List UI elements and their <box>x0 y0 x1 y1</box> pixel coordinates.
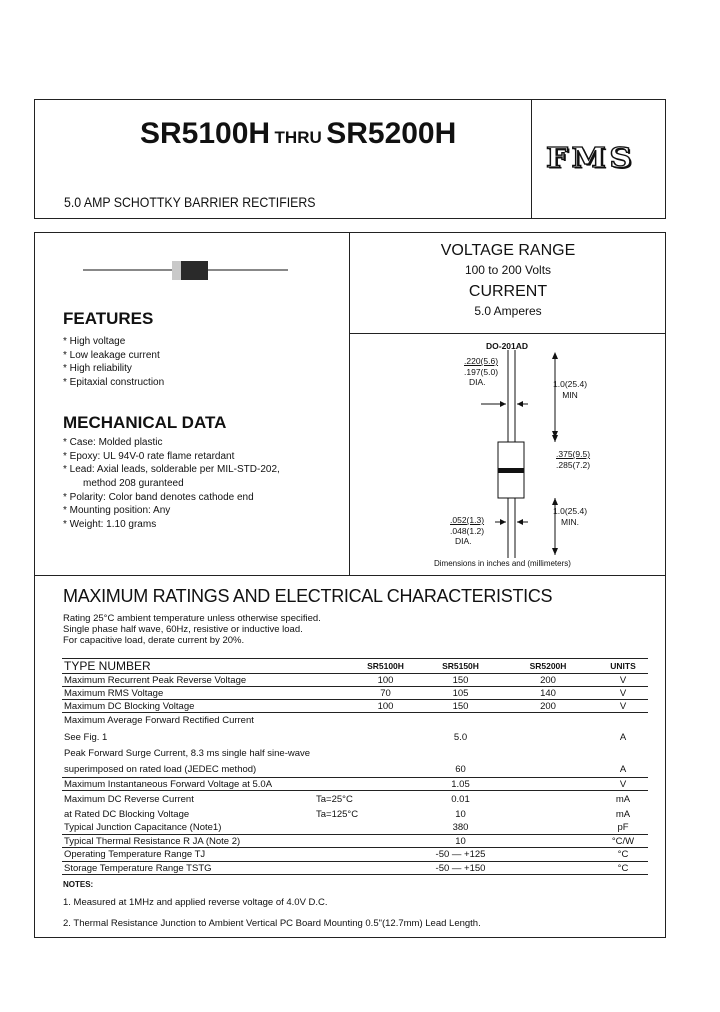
table-row <box>62 778 648 791</box>
ir-condition: Ta=25°C <box>316 793 353 805</box>
col-sr5150h: SR5150H <box>423 659 498 674</box>
dia1-label <box>464 356 498 388</box>
row-value: 105 <box>423 687 498 700</box>
feature-item: * High reliability <box>63 363 132 375</box>
mechanical-item: * Epoxy: UL 94V-0 rate flame retardant <box>63 450 235 462</box>
ir-condition: Ta=125°C <box>316 809 359 820</box>
note-2: 2. Thermal Resistance Junction to Ambient Vertical PC Board Mounting 0.5"(12.7mm) Lead Length. <box>63 918 481 929</box>
feature-item: * High voltage <box>63 336 126 347</box>
dia1-max: .220(5.6) <box>464 356 499 366</box>
row-label: Maximum DC Blocking Voltage <box>62 700 348 713</box>
subtitle: 5.0 AMP SCHOTTKY BARRIER RECTIFIERS <box>64 194 316 210</box>
voltage-range-title: VOLTAGE RANGE <box>440 242 576 259</box>
ir-label: at Rated DC Blocking Voltage <box>64 809 190 820</box>
row-unit: V <box>598 687 648 700</box>
features-list <box>63 336 164 391</box>
lead1-label <box>553 379 587 400</box>
lead2-label <box>553 506 587 527</box>
table-row <box>62 822 648 835</box>
row-label: Maximum RMS Voltage <box>62 687 348 700</box>
lead2-min: MIN. <box>561 516 579 527</box>
intro-line: Rating 25°C ambient temperature unless otherwise specified. <box>63 613 321 624</box>
thru-label: THRU <box>274 128 322 147</box>
row-label: Maximum Average Forward Rectified Current <box>64 715 254 727</box>
dia2-max: .052(1.3) <box>450 515 485 525</box>
spec-divider <box>349 333 666 334</box>
feature-item: * Epitaxial construction <box>63 377 165 389</box>
table-row <box>62 808 648 822</box>
row-value: 380 <box>423 822 498 835</box>
row-label: Typical Junction Capacitance (Note1) <box>62 822 348 835</box>
row-label: Peak Forward Surge Current, 8.3 ms single half sine-wave <box>64 748 311 759</box>
table-row <box>62 835 648 848</box>
features-title: FEATURES <box>63 309 154 328</box>
intro-line: Single phase half wave, 60Hz, resistive or inductive load. <box>63 624 303 635</box>
mechanical-list <box>63 437 280 533</box>
table-row <box>62 713 648 729</box>
row-unit: V <box>598 700 648 713</box>
row-label: superimposed on rated load (JEDEC method) <box>62 762 348 778</box>
note-1: 1. Measured at 1MHz and applied reverse voltage of 4.0V D.C. <box>63 897 328 908</box>
row-value: 140 <box>498 687 598 700</box>
mechanical-item: * Polarity: Color band denotes cathode end <box>63 491 254 503</box>
mechanical-item: * Weight: 1.10 grams <box>63 519 157 531</box>
part-from: SR5100H <box>140 117 271 150</box>
lead1-min: MIN <box>562 389 578 400</box>
body-max: .375(9.5) <box>556 449 591 459</box>
logo-box <box>531 99 532 219</box>
table-row <box>62 862 648 875</box>
row-value: 70 <box>348 687 423 700</box>
row-unit: V <box>598 674 648 687</box>
current-title: CURRENT <box>468 283 548 300</box>
row-unit: °C <box>598 848 648 862</box>
mechanical-item: * Mounting position: Any <box>63 505 171 517</box>
row-value: 10 <box>455 809 466 820</box>
brand-logo: FMS <box>546 143 636 174</box>
row-value: 60 <box>423 762 498 778</box>
dimension-note: Dimensions in inches and (millimeters) <box>434 559 571 568</box>
row-value: 5.0 <box>453 731 468 743</box>
row-value: 1.05 <box>423 778 498 791</box>
intro-line: For capacitive load, derate current by 20%. <box>63 635 245 646</box>
row-value: 200 <box>498 674 598 687</box>
package-name: DO-201AD <box>486 341 529 351</box>
row-value: 100 <box>348 674 423 687</box>
feature-item: * Low leakage current <box>63 349 160 361</box>
mechanical-title: MECHANICAL DATA <box>63 413 227 432</box>
dia1-min: .197(5.0) <box>464 366 499 377</box>
row-value: 200 <box>498 700 598 713</box>
row-label: Maximum Recurrent Peak Reverse Voltage <box>62 674 348 687</box>
table-row <box>62 700 648 713</box>
row-value: 150 <box>423 674 498 687</box>
row-unit: A <box>598 762 648 778</box>
row-unit: pF <box>598 822 648 835</box>
package-drawing <box>350 350 666 565</box>
part-to: SR5200H <box>326 117 457 150</box>
row-value: -50 — +150 <box>423 862 498 875</box>
ratings-title: MAXIMUM RATINGS AND ELECTRICAL CHARACTERISTICS <box>63 586 553 606</box>
row-unit: mA <box>615 793 631 805</box>
row-value: 100 <box>348 700 423 713</box>
row-unit: °C <box>598 862 648 875</box>
dia2-min: .048(1.2) <box>450 525 485 536</box>
mechanical-item: method 208 guranteed <box>83 478 184 490</box>
row-value: 10 <box>423 835 498 848</box>
notes-title: NOTES: <box>63 880 94 889</box>
table-row <box>62 674 648 687</box>
row-unit: V <box>598 778 648 791</box>
row-label <box>62 808 359 822</box>
col-type-number: TYPE NUMBER <box>62 659 348 674</box>
table-row <box>62 848 648 862</box>
ratings-table <box>62 659 648 875</box>
table-row <box>62 687 648 700</box>
dia1-unit: DIA. <box>469 377 486 387</box>
page-title <box>140 117 456 151</box>
lead2-value: 1.0(25.4) <box>553 506 588 516</box>
table-row <box>62 746 648 762</box>
row-label: Operating Temperature Range TJ <box>62 848 348 862</box>
dia2-unit: DIA. <box>455 536 472 546</box>
col-units: UNITS <box>598 659 648 674</box>
row-unit: mA <box>615 809 631 820</box>
table-row <box>62 729 648 746</box>
ratings-intro <box>63 613 321 646</box>
ir-label: Maximum DC Reverse Current <box>64 793 194 805</box>
lead1-value: 1.0(25.4) <box>553 379 588 389</box>
row-unit: A <box>619 731 627 743</box>
body-label <box>556 449 590 470</box>
row-label <box>62 791 353 808</box>
row-label: See Fig. 1 <box>64 731 108 743</box>
table-row <box>62 791 648 808</box>
dia2-label <box>450 515 484 547</box>
mechanical-item: * Lead: Axial leads, solderable per MIL-STD-202, <box>63 464 280 476</box>
body-min: .285(7.2) <box>556 459 591 470</box>
row-value: 0.01 <box>451 793 470 805</box>
table-header <box>62 659 648 674</box>
mechanical-item: * Case: Molded plastic <box>63 437 163 448</box>
row-unit: °C/W <box>598 835 648 848</box>
col-sr5200h: SR5200H <box>498 659 598 674</box>
row-value: -50 — +125 <box>423 848 498 862</box>
row-label: Maximum Instantaneous Forward Voltage at 5.0A <box>62 778 348 791</box>
voltage-range-value: 100 to 200 Volts <box>464 263 552 277</box>
row-value: 150 <box>423 700 498 713</box>
current-value: 5.0 Amperes <box>474 304 542 318</box>
row-label: Storage Temperature Range TSTG <box>62 862 348 875</box>
col-sr5100h: SR5100H <box>348 659 423 674</box>
row-label: Typical Thermal Resistance R JA (Note 2) <box>62 835 348 848</box>
table-row <box>62 762 648 778</box>
diode-illustration <box>80 255 292 285</box>
